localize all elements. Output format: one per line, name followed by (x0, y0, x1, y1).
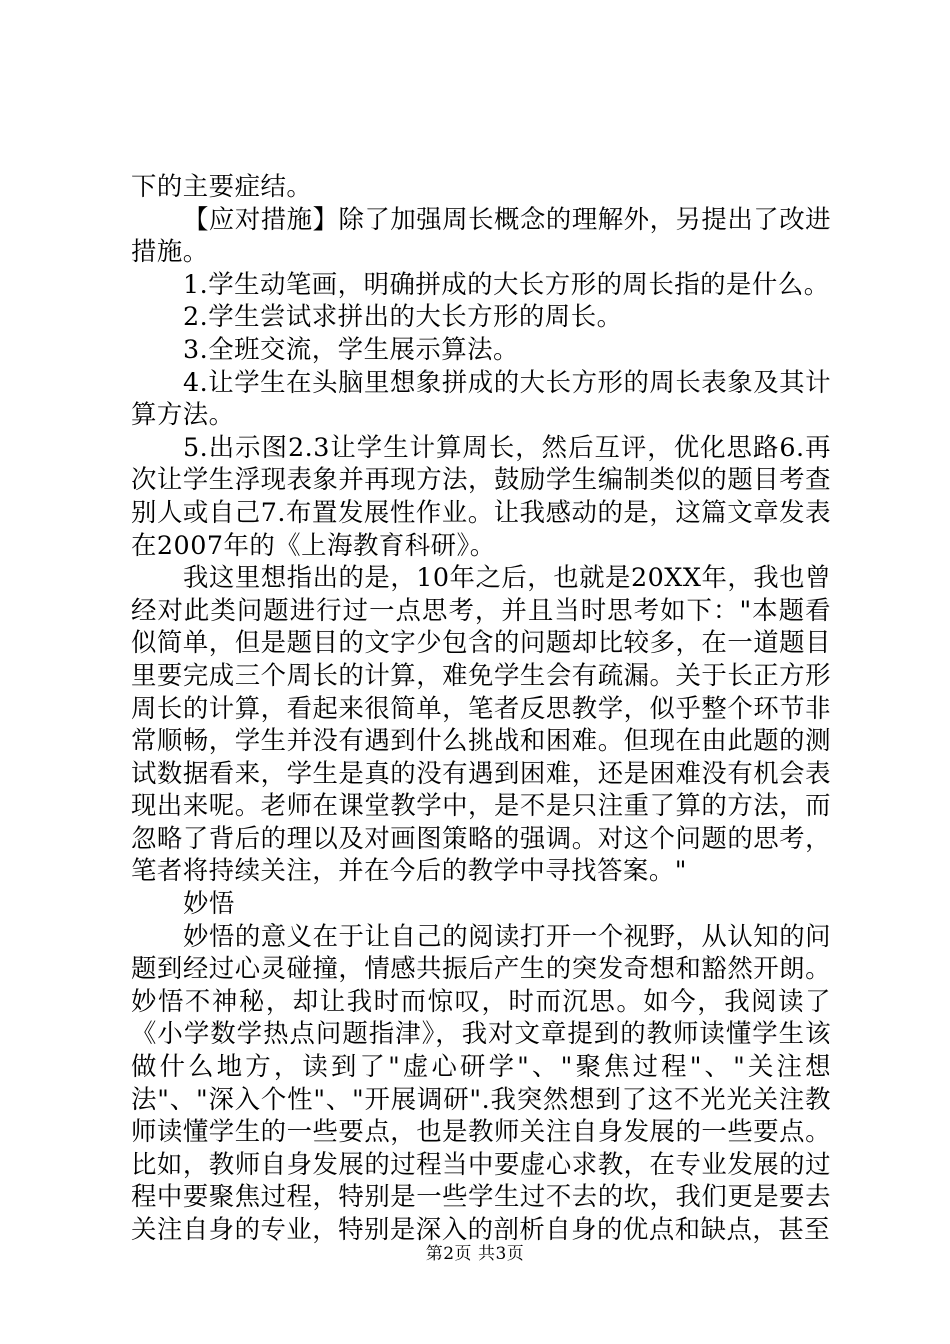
paragraph-step-2: 2.学生尝试求拼出的大长方形的周长。 (183, 301, 623, 332)
paragraph-step-5: 5.出示图2.3让学生计算周长，然后互评，优化思路6.再次让学生浮现表象并再现方法，鼓励学生编制类似的题目考查别人或自己7.布置发展性作业。让我感动的是，这篇文章发表在2007年的《上海教育科研》。 (131, 431, 831, 560)
paragraph-step-1: 1.学生动笔画，明确拼成的大长方形的周长指的是什么。 (183, 268, 830, 299)
section-heading: 妙悟 (183, 888, 235, 919)
paragraph-measures-intro: 【应对措施】除了加强周长概念的理解外，另提出了改进措施。 (131, 203, 831, 267)
document-body (131, 170, 831, 1246)
paragraph-step-3: 3.全班交流，学生展示算法。 (183, 333, 519, 364)
paragraph-reflection: 我这里想指出的是，10年之后，也就是20XX年，我也曾经对此类问题进行过一点思考，并且当时思考如下："本题看似简单，但是题目的文字少包含的问题却比较多，在一道题目里要完成三个周长的计算，难免学生会有疏漏。关于长正方形周长的计算，看起来很简单，笔者反思教学，似乎整个环节非常顺畅，学生并没有遇到什么挑战和困难。但现在由此题的测试数据看来，学生是真的没有遇到困难，还是困难没有机会表现出来呢。老师在课堂教学中，是不是只注重了算的方法，而忽略了背后的理以及对画图策略的强调。对这个问题的思考，笔者将持续关注，并在今后的教学中寻找答案。" (131, 562, 831, 886)
page-footer: 第2页 共3页 (425, 1244, 525, 1264)
paragraph-step-4: 4.让学生在头脑里想象拼成的大长方形的周长表象及其计算方法。 (131, 366, 831, 430)
paragraph-insight: 妙悟的意义在于让自己的阅读打开一个视野，从认知的问题到经过心灵碰撞，情感共振后产生的突发奇想和豁然开朗。妙悟不神秘，却让我时而惊叹，时而沉思。如今，我阅读了《小学数学热点问题指津》，我对文章提到的教师读懂学生该做什么地方，读到了"虚心研学"、"聚焦过程"、"关注想法"、"深入个性"、"开展调研".我突然想到了这不光光关注教师读懂学生的一些要点，也是教师关注自身发展的一些要点。比如，教师自身发展的过程当中要虚心求教，在专业发展的过程中要聚焦过程，特别是一些学生过不去的坎，我们更是要去关注自身的专业，特别是深入的剖析自身的优点和缺点，甚至 (131, 920, 831, 1244)
paragraph-continuation: 下的主要症结。 (131, 171, 313, 201)
